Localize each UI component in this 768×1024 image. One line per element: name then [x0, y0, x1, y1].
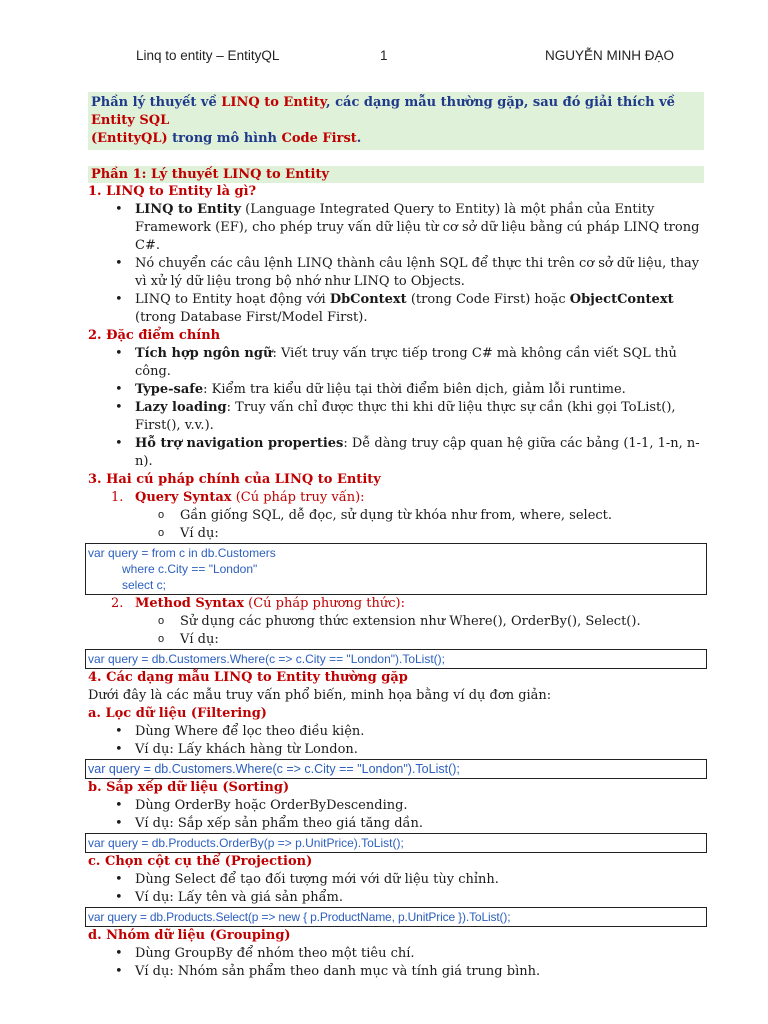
sub-item [88, 613, 704, 631]
section-4-description: Dưới đây là các mẫu truy vấn phổ biến, minh họa bằng ví dụ đơn giản: [88, 688, 552, 703]
intro-highlight: Entity SQL [91, 113, 170, 128]
item-number: 2. [111, 596, 124, 611]
list-item [88, 255, 704, 291]
section-4-heading: 4. Các dạng mẫu LINQ to Entity thường gặp [88, 670, 408, 685]
header-title: Linq to entity – EntityQL [136, 48, 280, 63]
section-2-heading: 2. Đặc điểm chính [88, 328, 221, 343]
sorting-list [88, 797, 704, 833]
item-text: Sử dụng các phương thức extension như Where(), OrderBy(), Select(). [180, 614, 641, 629]
sorting-heading: b. Sắp xếp dữ liệu (Sorting) [88, 780, 290, 795]
grouping-heading: d. Nhóm dữ liệu (Grouping) [88, 928, 291, 943]
part-heading: Phần 1: Lý thuyết LINQ to Entity [88, 166, 704, 183]
bold-term: Lazy loading [135, 400, 227, 415]
intro-text: . [356, 131, 362, 146]
list-item: • Ví dụ: Nhóm sản phẩm theo danh mục và tính giá trung bình. [88, 963, 704, 981]
intro-text: Phần lý thuyết về [91, 95, 222, 110]
list-item: • Dùng OrderBy hoặc OrderByDescending. [88, 797, 704, 815]
intro-highlight: LINQ to Entity [221, 95, 327, 110]
item-text: (trong Database First/Model First). [135, 310, 368, 325]
code-line: select c; [122, 578, 167, 592]
item-text: (Language Integrated Query to Entity) là một phần của Entity Framework (EF), cho phép truy vấn dữ liệu từ cơ sở dữ liệu bằng cú pháp LINQ trong C#. [135, 202, 700, 253]
intro-text: , các dạng mẫu thường gặp, sau đó giải thích về [326, 95, 675, 110]
list-item: • Ví dụ: Lấy khách hàng từ London. [88, 741, 704, 759]
bold-term: Hỗ trợ navigation properties [135, 436, 344, 451]
item-number: 1. [111, 490, 124, 505]
document-body [88, 92, 704, 981]
item-text: Gần giống SQL, dễ đọc, sử dụng từ khóa như from, where, select. [180, 508, 613, 523]
bold-term: Method Syntax [135, 596, 244, 611]
intro-highlight: (EntityQL) [91, 131, 168, 146]
grouping-list [88, 945, 704, 981]
section-1-list [88, 201, 704, 327]
list-item [88, 381, 704, 399]
list-item [88, 291, 704, 327]
item-text: Ví dụ: [180, 526, 219, 541]
code-block-method-syntax: var query = db.Customers.Where(c => c.City == "London").ToList(); [85, 649, 707, 669]
list-item [88, 435, 704, 471]
section-3-list [88, 489, 704, 543]
page-header [0, 44, 768, 68]
bold-term: LINQ to Entity [135, 202, 242, 217]
list-item [88, 345, 704, 381]
item-text: : Dễ dàng truy cập quan hệ giữa các bảng (1-1, 1-n, n-n). [135, 436, 700, 469]
header-author: NGUYỄN MINH ĐẠO [545, 48, 675, 63]
item-text: (Cú pháp phương thức): [243, 596, 405, 611]
item-text: (Cú pháp truy vấn): [231, 490, 365, 505]
section-1-heading: 1. LINQ to Entity là gì? [88, 184, 257, 199]
code-block-filtering: var query = db.Customers.Where(c => c.City == "London").ToList(); [85, 759, 707, 779]
filtering-list [88, 723, 704, 759]
sub-item [88, 631, 704, 649]
code-block-projection: var query = db.Products.Select(p => new { p.ProductName, p.UnitPrice }).ToList(); [85, 907, 707, 927]
code-line: var query = from c in db.Customers [88, 546, 276, 560]
numbered-item [88, 489, 704, 507]
item-text: (trong Code First) hoặc [406, 292, 570, 307]
bold-term: DbContext [329, 292, 407, 307]
item-text: : Viết truy vấn trực tiếp trong C# mà không cần viết SQL thủ công. [135, 346, 677, 379]
intro-highlight: Code First [281, 131, 357, 146]
list-item [88, 201, 704, 255]
code-block-sorting: var query = db.Products.OrderBy(p => p.UnitPrice).ToList(); [85, 833, 707, 853]
item-text: : Kiểm tra kiểu dữ liệu tại thời điểm biên dịch, giảm lỗi runtime. [203, 382, 626, 397]
bold-term: ObjectContext [569, 292, 674, 307]
item-text: LINQ to Entity hoạt động với [135, 292, 330, 307]
list-item: • Dùng GroupBy để nhóm theo một tiêu chí. [88, 945, 704, 963]
intro-paragraph [88, 92, 704, 150]
list-item [88, 399, 704, 435]
item-text: Ví dụ: [180, 632, 219, 647]
list-item: • Dùng Select để tạo đối tượng mới với dữ liệu tùy chỉnh. [88, 871, 704, 889]
projection-list [88, 871, 704, 907]
projection-heading: c. Chọn cột cụ thể (Projection) [88, 854, 313, 869]
section-3-heading: 3. Hai cú pháp chính của LINQ to Entity [88, 472, 381, 487]
bold-term: Tích hợp ngôn ngữ [135, 346, 273, 361]
code-line: where c.City == "London" [122, 562, 258, 576]
numbered-item [88, 595, 704, 613]
item-text: Nó chuyển các câu lệnh LINQ thành câu lệnh SQL để thực thi trên cơ sở dữ liệu, thay vì xử lý dữ liệu trong bộ nhớ như LINQ to Objects. [135, 256, 700, 289]
bold-term: Query Syntax [135, 490, 232, 505]
section-3-list-2 [88, 595, 704, 649]
sub-item [88, 507, 704, 525]
code-block-query-syntax [85, 543, 707, 595]
list-item: • Ví dụ: Lấy tên và giá sản phẩm. [88, 889, 704, 907]
section-2-list [88, 345, 704, 471]
list-item: • Dùng Where để lọc theo điều kiện. [88, 723, 704, 741]
sub-item [88, 525, 704, 543]
list-item: • Ví dụ: Sắp xếp sản phẩm theo giá tăng dần. [88, 815, 704, 833]
item-text: : Truy vấn chỉ được thực thi khi dữ liệu thực sự cần (khi gọi ToList(), First(), v.v.). [135, 400, 676, 433]
intro-text: trong mô hình [167, 131, 282, 146]
filtering-heading: a. Lọc dữ liệu (Filtering) [88, 706, 267, 721]
bold-term: Type-safe [135, 382, 204, 397]
page-number: 1 [380, 48, 388, 63]
